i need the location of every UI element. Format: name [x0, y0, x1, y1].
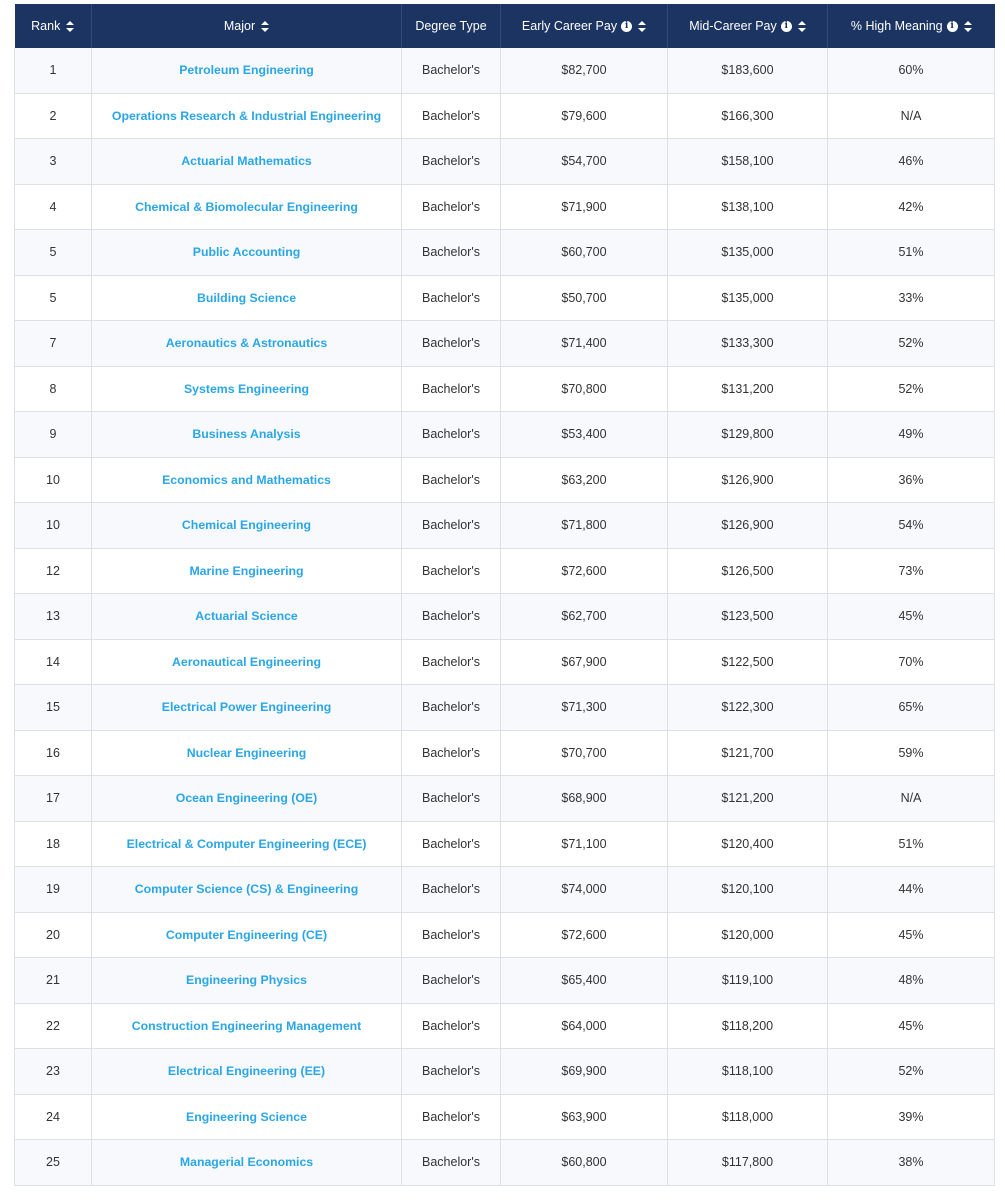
major-link[interactable]: Marine Engineering — [189, 563, 304, 578]
rank-cell: 16 — [15, 730, 92, 776]
major-link[interactable]: Computer Science (CS) & Engineering — [134, 882, 359, 897]
high-meaning-cell: 54% — [828, 503, 995, 549]
mid-career-pay-cell: $126,900 — [668, 503, 828, 549]
major-link[interactable]: Engineering Physics — [186, 973, 307, 988]
high-meaning-cell: 45% — [828, 1003, 995, 1049]
high-meaning-cell: 49% — [828, 412, 995, 458]
major-cell — [92, 139, 402, 185]
degree-type-cell: Bachelor's — [402, 548, 501, 594]
table-row — [15, 93, 995, 139]
header-mid-career-pay[interactable] — [668, 4, 828, 48]
major-link[interactable]: Managerial Economics — [179, 1155, 314, 1170]
mid-career-pay-cell: $123,500 — [668, 594, 828, 640]
early-career-pay-cell: $60,800 — [501, 1140, 668, 1186]
high-meaning-cell: 52% — [828, 321, 995, 367]
rank-cell: 8 — [15, 366, 92, 412]
major-link[interactable]: Aeronautical Engineering — [172, 654, 321, 669]
mid-career-pay-cell: $120,000 — [668, 912, 828, 958]
major-link[interactable]: Computer Engineering (CE) — [165, 927, 328, 942]
mid-career-pay-cell: $131,200 — [668, 366, 828, 412]
high-meaning-cell: 42% — [828, 184, 995, 230]
mid-career-pay-cell: $126,900 — [668, 457, 828, 503]
major-cell — [92, 776, 402, 822]
major-cell — [92, 594, 402, 640]
mid-career-pay-cell: $118,000 — [668, 1094, 828, 1140]
mid-career-pay-cell: $120,100 — [668, 867, 828, 913]
early-career-pay-cell: $67,900 — [501, 639, 668, 685]
early-career-pay-cell: $54,700 — [501, 139, 668, 185]
table-row — [15, 867, 995, 913]
table-row — [15, 275, 995, 321]
major-cell — [92, 685, 402, 731]
degree-type-cell: Bachelor's — [402, 821, 501, 867]
mid-career-pay-cell: $183,600 — [668, 48, 828, 93]
rank-cell: 5 — [15, 275, 92, 321]
rank-cell: 3 — [15, 139, 92, 185]
rank-cell: 4 — [15, 184, 92, 230]
early-career-pay-cell: $68,900 — [501, 776, 668, 822]
mid-career-pay-cell: $120,400 — [668, 821, 828, 867]
header-degree-type — [402, 4, 501, 48]
major-link[interactable]: Public Accounting — [192, 245, 301, 260]
early-career-pay-cell: $72,600 — [501, 912, 668, 958]
mid-career-pay-cell: $135,000 — [668, 230, 828, 276]
info-icon[interactable]: i — [621, 21, 632, 32]
major-cell — [92, 821, 402, 867]
degree-type-cell: Bachelor's — [402, 366, 501, 412]
early-career-pay-cell: $63,200 — [501, 457, 668, 503]
major-link[interactable]: Electrical Power Engineering — [161, 700, 332, 715]
major-link[interactable]: Operations Research & Industrial Engineering — [111, 108, 382, 123]
header-major-label: Major — [223, 19, 256, 33]
major-link[interactable]: Aeronautics & Astronautics — [165, 336, 328, 351]
rank-cell: 13 — [15, 594, 92, 640]
major-link[interactable]: Actuarial Science — [195, 609, 298, 624]
rank-cell: 15 — [15, 685, 92, 731]
major-cell — [92, 184, 402, 230]
table-row — [15, 639, 995, 685]
early-career-pay-cell: $63,900 — [501, 1094, 668, 1140]
major-cell — [92, 639, 402, 685]
high-meaning-cell: N/A — [828, 776, 995, 822]
early-career-pay-cell: $65,400 — [501, 958, 668, 1004]
table-body — [15, 48, 995, 1185]
degree-type-cell: Bachelor's — [402, 184, 501, 230]
major-cell — [92, 321, 402, 367]
header-early-career-pay-label: Early Career Pay — [521, 19, 618, 33]
table-row — [15, 366, 995, 412]
high-meaning-cell: 45% — [828, 912, 995, 958]
rank-cell: 7 — [15, 321, 92, 367]
major-link[interactable]: Electrical & Computer Engineering (ECE) — [126, 836, 367, 851]
early-career-pay-cell: $53,400 — [501, 412, 668, 458]
degree-type-cell: Bachelor's — [402, 48, 501, 93]
early-career-pay-cell: $70,800 — [501, 366, 668, 412]
major-cell — [92, 275, 402, 321]
high-meaning-cell: 44% — [828, 867, 995, 913]
major-link[interactable]: Chemical & Biomolecular Engineering — [135, 199, 358, 214]
major-link[interactable]: Ocean Engineering (OE) — [175, 791, 318, 806]
table-row — [15, 457, 995, 503]
table-row — [15, 321, 995, 367]
table-row — [15, 958, 995, 1004]
degree-type-cell: Bachelor's — [402, 730, 501, 776]
table-row — [15, 1049, 995, 1095]
early-career-pay-cell: $71,900 — [501, 184, 668, 230]
mid-career-pay-cell: $138,100 — [668, 184, 828, 230]
sort-icon[interactable] — [798, 21, 806, 32]
table-row — [15, 821, 995, 867]
rank-cell: 5 — [15, 230, 92, 276]
majors-salary-table — [14, 4, 995, 1186]
major-link[interactable]: Engineering Science — [186, 1109, 307, 1124]
early-career-pay-cell: $71,800 — [501, 503, 668, 549]
rank-cell: 20 — [15, 912, 92, 958]
major-link[interactable]: Actuarial Mathematics — [181, 154, 312, 169]
major-cell — [92, 1003, 402, 1049]
early-career-pay-cell: $62,700 — [501, 594, 668, 640]
early-career-pay-cell: $71,400 — [501, 321, 668, 367]
sort-icon[interactable] — [964, 21, 972, 32]
major-cell — [92, 457, 402, 503]
mid-career-pay-cell: $135,000 — [668, 275, 828, 321]
table-row — [15, 1094, 995, 1140]
rank-cell: 22 — [15, 1003, 92, 1049]
mid-career-pay-cell: $158,100 — [668, 139, 828, 185]
degree-type-cell: Bachelor's — [402, 93, 501, 139]
rank-cell: 19 — [15, 867, 92, 913]
early-career-pay-cell: $64,000 — [501, 1003, 668, 1049]
table-row — [15, 776, 995, 822]
degree-type-cell: Bachelor's — [402, 503, 501, 549]
degree-type-cell: Bachelor's — [402, 275, 501, 321]
major-cell — [92, 1094, 402, 1140]
major-cell — [92, 93, 402, 139]
degree-type-cell: Bachelor's — [402, 594, 501, 640]
mid-career-pay-cell: $133,300 — [668, 321, 828, 367]
high-meaning-cell: 73% — [828, 548, 995, 594]
rank-cell: 2 — [15, 93, 92, 139]
degree-type-cell: Bachelor's — [402, 1003, 501, 1049]
major-link[interactable]: Business Analysis — [192, 427, 301, 442]
rank-cell: 17 — [15, 776, 92, 822]
high-meaning-cell: 51% — [828, 821, 995, 867]
major-cell — [92, 1140, 402, 1186]
degree-type-cell: Bachelor's — [402, 776, 501, 822]
header-row — [15, 4, 995, 48]
table-row — [15, 685, 995, 731]
mid-career-pay-cell: $129,800 — [668, 412, 828, 458]
major-cell — [92, 48, 402, 93]
majors-table-container — [14, 4, 994, 1186]
major-cell — [92, 912, 402, 958]
rank-cell: 1 — [15, 48, 92, 93]
major-link[interactable]: Construction Engineering Management — [131, 1018, 362, 1033]
early-career-pay-cell: $72,600 — [501, 548, 668, 594]
degree-type-cell: Bachelor's — [402, 321, 501, 367]
mid-career-pay-cell: $122,300 — [668, 685, 828, 731]
degree-type-cell: Bachelor's — [402, 1094, 501, 1140]
sort-icon[interactable] — [261, 21, 269, 32]
table-row — [15, 184, 995, 230]
high-meaning-cell: 65% — [828, 685, 995, 731]
mid-career-pay-cell: $121,700 — [668, 730, 828, 776]
header-mid-career-pay-label: Mid-Career Pay — [689, 19, 777, 33]
rank-cell: 23 — [15, 1049, 92, 1095]
rank-cell: 10 — [15, 457, 92, 503]
major-cell — [92, 548, 402, 594]
rank-cell: 10 — [15, 503, 92, 549]
info-icon[interactable]: i — [947, 21, 958, 32]
rank-cell: 9 — [15, 412, 92, 458]
degree-type-cell: Bachelor's — [402, 230, 501, 276]
major-link[interactable]: Building Science — [196, 290, 297, 305]
degree-type-cell: Bachelor's — [402, 1049, 501, 1095]
mid-career-pay-cell: $118,100 — [668, 1049, 828, 1095]
mid-career-pay-cell: $126,500 — [668, 548, 828, 594]
table-row — [15, 1140, 995, 1186]
header-major[interactable] — [92, 4, 402, 48]
rank-cell: 18 — [15, 821, 92, 867]
high-meaning-cell: 45% — [828, 594, 995, 640]
early-career-pay-cell: $74,000 — [501, 867, 668, 913]
degree-type-cell: Bachelor's — [402, 867, 501, 913]
table-header — [15, 4, 995, 48]
major-link[interactable]: Nuclear Engineering — [186, 745, 307, 760]
mid-career-pay-cell: $166,300 — [668, 93, 828, 139]
high-meaning-cell: 38% — [828, 1140, 995, 1186]
early-career-pay-cell: $82,700 — [501, 48, 668, 93]
mid-career-pay-cell: $119,100 — [668, 958, 828, 1004]
mid-career-pay-cell: $122,500 — [668, 639, 828, 685]
high-meaning-cell: 36% — [828, 457, 995, 503]
early-career-pay-cell: $69,900 — [501, 1049, 668, 1095]
degree-type-cell: Bachelor's — [402, 912, 501, 958]
high-meaning-cell: 59% — [828, 730, 995, 776]
rank-cell: 12 — [15, 548, 92, 594]
early-career-pay-cell: $60,700 — [501, 230, 668, 276]
mid-career-pay-cell: $118,200 — [668, 1003, 828, 1049]
high-meaning-cell: 60% — [828, 48, 995, 93]
major-cell — [92, 230, 402, 276]
early-career-pay-cell: $50,700 — [501, 275, 668, 321]
high-meaning-cell: 51% — [828, 230, 995, 276]
high-meaning-cell: 33% — [828, 275, 995, 321]
major-link[interactable]: Electrical Engineering (EE) — [167, 1064, 326, 1079]
major-cell — [92, 412, 402, 458]
table-row — [15, 912, 995, 958]
degree-type-cell: Bachelor's — [402, 412, 501, 458]
table-row — [15, 48, 995, 93]
early-career-pay-cell: $71,100 — [501, 821, 668, 867]
degree-type-cell: Bachelor's — [402, 139, 501, 185]
header-high-meaning[interactable] — [828, 4, 995, 48]
header-early-career-pay[interactable] — [501, 4, 668, 48]
table-row — [15, 548, 995, 594]
table-row — [15, 139, 995, 185]
early-career-pay-cell: $79,600 — [501, 93, 668, 139]
major-cell — [92, 867, 402, 913]
degree-type-cell: Bachelor's — [402, 457, 501, 503]
major-link[interactable]: Chemical Engineering — [181, 518, 312, 533]
major-cell — [92, 1049, 402, 1095]
degree-type-cell: Bachelor's — [402, 958, 501, 1004]
rank-cell: 14 — [15, 639, 92, 685]
high-meaning-cell: 48% — [828, 958, 995, 1004]
table-row — [15, 503, 995, 549]
table-row — [15, 412, 995, 458]
high-meaning-cell: 46% — [828, 139, 995, 185]
major-link[interactable]: Economics and Mathematics — [162, 472, 331, 487]
major-link[interactable]: Petroleum Engineering — [179, 63, 314, 78]
mid-career-pay-cell: $117,800 — [668, 1140, 828, 1186]
early-career-pay-cell: $70,700 — [501, 730, 668, 776]
mid-career-pay-cell: $121,200 — [668, 776, 828, 822]
major-cell — [92, 503, 402, 549]
header-rank[interactable] — [15, 4, 92, 48]
table-row — [15, 1003, 995, 1049]
rank-cell: 21 — [15, 958, 92, 1004]
degree-type-cell: Bachelor's — [402, 639, 501, 685]
major-cell — [92, 366, 402, 412]
header-high-meaning-label: % High Meaning — [850, 19, 943, 33]
high-meaning-cell: N/A — [828, 93, 995, 139]
rank-cell: 24 — [15, 1094, 92, 1140]
table-row — [15, 730, 995, 776]
high-meaning-cell: 52% — [828, 1049, 995, 1095]
degree-type-cell: Bachelor's — [402, 1140, 501, 1186]
major-cell — [92, 730, 402, 776]
header-rank-label: Rank — [31, 19, 61, 33]
rank-cell: 25 — [15, 1140, 92, 1186]
header-degree-type-label: Degree Type — [415, 19, 487, 33]
degree-type-cell: Bachelor's — [402, 685, 501, 731]
high-meaning-cell: 39% — [828, 1094, 995, 1140]
table-row — [15, 230, 995, 276]
early-career-pay-cell: $71,300 — [501, 685, 668, 731]
major-link[interactable]: Systems Engineering — [183, 381, 310, 396]
sort-icon[interactable] — [638, 21, 646, 32]
table-row — [15, 594, 995, 640]
info-icon[interactable]: i — [781, 21, 792, 32]
major-cell — [92, 958, 402, 1004]
high-meaning-cell: 52% — [828, 366, 995, 412]
sort-icon[interactable] — [66, 21, 74, 32]
high-meaning-cell: 70% — [828, 639, 995, 685]
